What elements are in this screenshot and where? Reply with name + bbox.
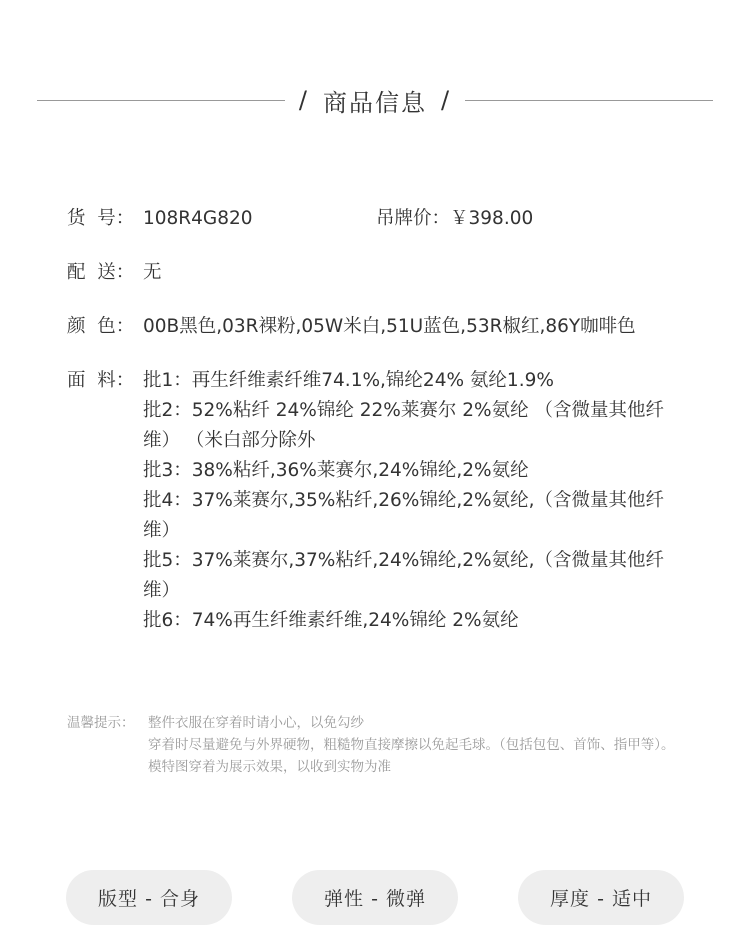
sku-row <box>67 204 677 234</box>
color-label: 颜 色： <box>67 316 135 337</box>
tips-label: 温馨提示： <box>67 715 135 731</box>
fabric-batch-3: 批3：38%粘纤,36%莱赛尔,24%锦纶,2%氨纶 <box>143 460 529 481</box>
fabric-batch-5: 批5：37%莱赛尔,37%粘纤,24%锦纶,2%氨纶,（含微量其他纤维） <box>143 550 665 601</box>
header-left-slash: / <box>298 86 309 114</box>
color-value: 00B黑色,03R裸粉,05W米白,51U蓝色,53R椒红,86Y咖啡色 <box>143 316 636 337</box>
delivery-label: 配 送： <box>67 262 135 283</box>
tip-line-1: 整件衣服在穿着时请小心，以免勾纱 <box>148 715 364 731</box>
product-info <box>67 204 677 660</box>
delivery-value: 无 <box>143 262 162 283</box>
fabric-list <box>143 366 677 636</box>
price-label: 吊牌价： <box>376 208 451 229</box>
header-title-wrap <box>285 83 465 118</box>
sku-label: 货 号： <box>67 208 135 229</box>
fabric-label: 面 料： <box>67 370 135 391</box>
attribute-tags <box>66 870 684 925</box>
color-row <box>67 312 677 342</box>
delivery-row <box>67 258 677 288</box>
page-title: 商品信息 <box>323 88 427 117</box>
price-group <box>376 204 533 234</box>
tips-body <box>148 712 677 778</box>
header-left-divider <box>37 100 285 101</box>
fabric-batch-4: 批4：37%莱赛尔,35%粘纤,26%锦纶,2%氨纶,（含微量其他纤维） <box>143 490 665 541</box>
fabric-batch-2: 批2：52%粘纤 24%锦纶 22%莱赛尔 2%氨纶 （含微量其他纤维） （米白部分除外 <box>143 400 665 451</box>
header-right-divider <box>465 100 713 101</box>
sku-value: 108R4G820 <box>143 208 253 229</box>
fit-tag: 版型 - 合身 <box>66 870 232 925</box>
tip-line-2: 穿着时尽量避免与外界硬物，粗糙物直接摩擦以免起毛球。（包括包包、首饰、指甲等）。 <box>148 737 675 753</box>
fabric-batch-1: 批1：再生纤维素纤维74.1%,锦纶24% 氨纶1.9% <box>143 370 554 391</box>
price-value: ￥398.00 <box>450 208 534 229</box>
fabric-row <box>67 366 677 636</box>
tip-line-3: 模特图穿着为展示效果，以收到实物为准 <box>148 759 391 775</box>
care-tips <box>67 712 677 778</box>
fabric-batch-6: 批6：74%再生纤维素纤维,24%锦纶 2%氨纶 <box>143 610 519 631</box>
elasticity-tag: 弹性 - 微弹 <box>292 870 458 925</box>
thickness-tag: 厚度 - 适中 <box>518 870 684 925</box>
section-header <box>37 78 713 122</box>
header-right-slash: / <box>441 86 452 114</box>
